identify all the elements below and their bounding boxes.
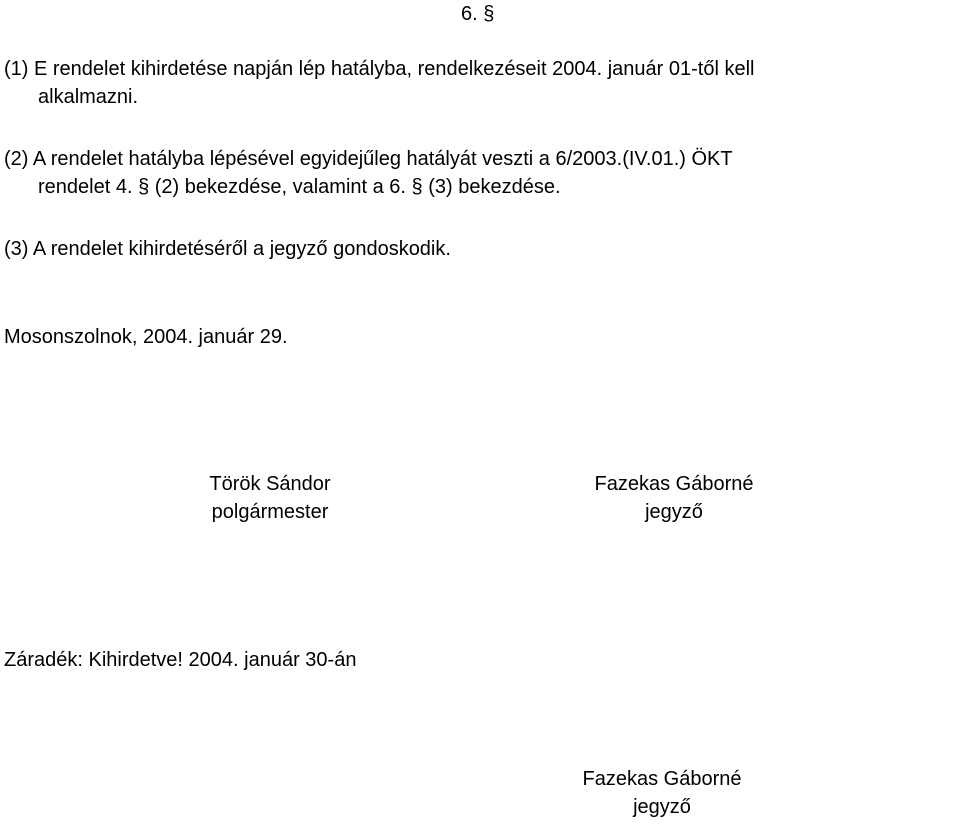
paragraph-1-line-2: alkalmazni. [38, 86, 139, 108]
section-heading: 6. § [461, 3, 495, 25]
final-signature-title: jegyző [633, 796, 691, 818]
signature-mayor [180, 470, 360, 526]
paragraph-3-line-1: (3) A rendelet kihirdetéséről a jegyző gondoskodik. [4, 238, 451, 260]
signature-notary-title: jegyző [645, 501, 703, 523]
place-date: Mosonszolnok, 2004. január 29. [4, 326, 288, 348]
paragraph-2 [4, 145, 733, 201]
signature-mayor-title: polgármester [211, 501, 329, 523]
paragraph-2-line-1: (2) A rendelet hatályba lépésével egyidejűleg hatályát veszti a 6/2003.(IV.01.) ÖKT [4, 148, 733, 170]
signature-notary-name: Fazekas Gáborné [594, 473, 754, 495]
paragraph-2-line-2: rendelet 4. § (2) bekezdése, valamint a 6. § (3) bekezdése. [38, 176, 561, 198]
paragraph-1 [4, 55, 754, 111]
final-signature [548, 765, 776, 821]
paragraph-3 [4, 235, 451, 263]
paragraph-1-line-1: (1) E rendelet kihirdetése napján lép hatályba, rendelkezéseit 2004. január 01-től kell [4, 58, 755, 80]
final-signature-name: Fazekas Gáborné [582, 768, 742, 790]
signature-notary [560, 470, 788, 526]
signature-mayor-name: Török Sándor [209, 473, 331, 495]
clause: Záradék: Kihirdetve! 2004. január 30-án [4, 649, 357, 671]
